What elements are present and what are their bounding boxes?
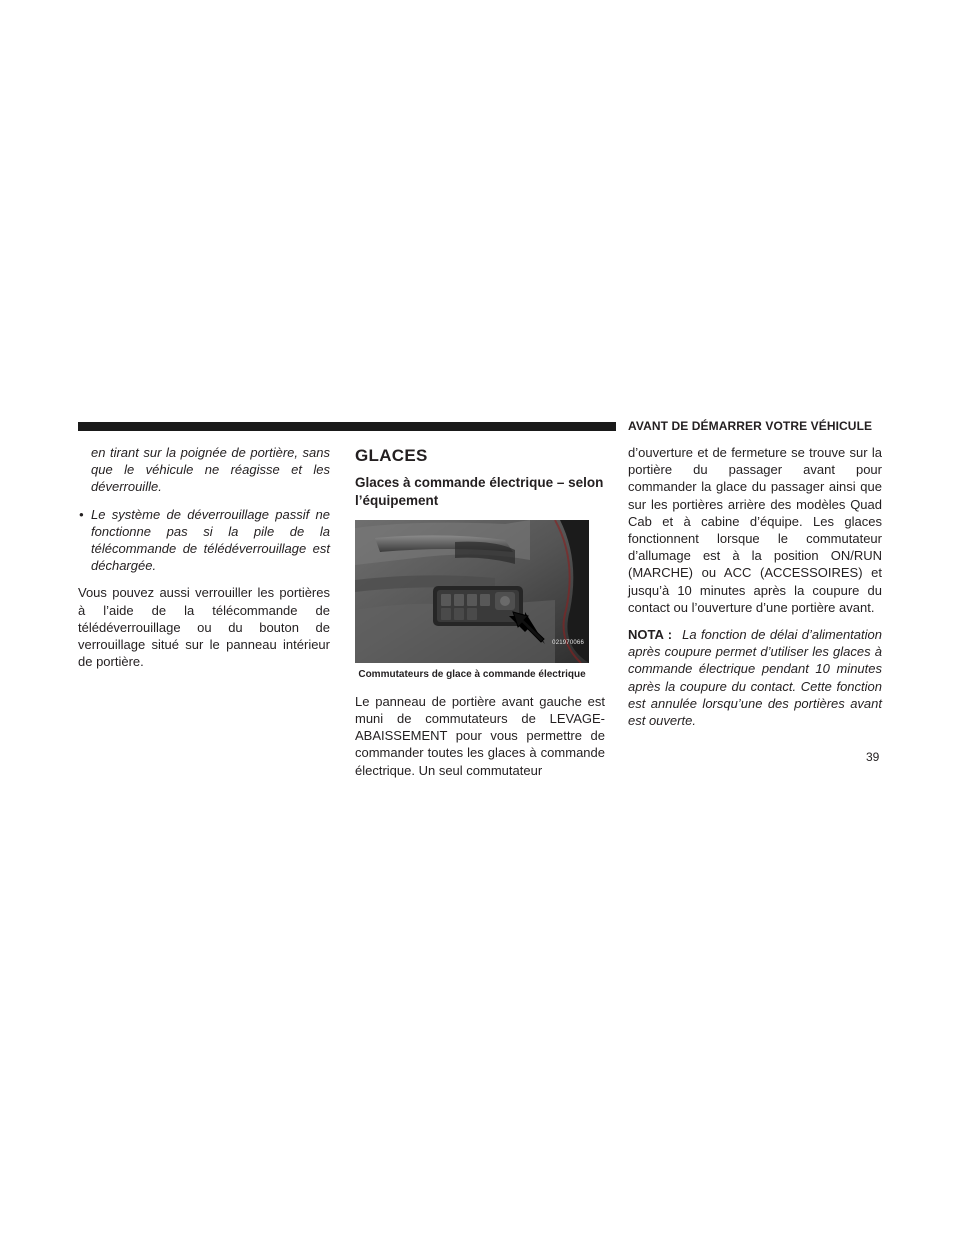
header-rule xyxy=(78,422,616,431)
bullet-marker: • xyxy=(79,506,84,522)
note-text: La fonction de délai d’alimentation après coupure permet d’utiliser les glaces à commande électrique pendant 10 minutes après la coupure du contact. Cette fonction est annulée lorsqu’une des portières avant est ouverte. xyxy=(628,627,882,729)
bullet-text: Le système de déverrouillage passif ne fonctionne pas si la pile de la télécommande de télédéverrouillage est déchargée. xyxy=(91,506,330,574)
note-block xyxy=(628,626,882,729)
body-paragraph: Vous pouvez aussi verrouiller les portières à l’aide de la télécommande de télédéverrouillage ou du bouton de verrouillage situé sur le panneau intérieur de portière. xyxy=(78,585,330,670)
body-paragraph: d’ouverture et de fermeture se trouve sur la portière du passager avant pour commander la glace du passager ainsi que sur les portières arrière des modèles Quad Cab et à cabine d’équipe. Les glaces fonctionnent lorsque le commutateur d’allumage est à la position ON/RUN (MARCHE) ou ACC (ACCESSOIRES) et jusqu’à 10 minutes après la coupure du contact ou l’ouverture d’une portière avant. xyxy=(628,445,882,615)
figure-caption: Commutateurs de glace à commande électrique xyxy=(358,669,586,681)
section-heading: GLACES xyxy=(355,446,428,465)
body-paragraph: Le panneau de portière avant gauche est muni de commutateurs de LEVAGE-ABAISSEMENT pour vous permettre de commander toutes les glaces à commande électrique. Un seul commutateur xyxy=(355,693,605,778)
note-label: NOTA : xyxy=(628,627,673,643)
page-number: 39 xyxy=(866,750,880,764)
bullet-list-item xyxy=(78,506,330,575)
door-panel-photo xyxy=(355,520,589,663)
column-left xyxy=(78,444,330,670)
figure-code: 021970066 xyxy=(552,640,584,646)
section-header: AVANT DE DÉMARRER VOTRE VÉHICULE xyxy=(628,419,873,433)
continued-list-item: en tirant sur la poignée de portière, sans que le véhicule ne réagisse et les déverrouille. xyxy=(91,445,330,495)
subsection-heading: Glaces à commande électrique – selon l’équipement xyxy=(355,475,604,508)
column-right xyxy=(628,444,882,729)
column-middle xyxy=(355,444,605,779)
